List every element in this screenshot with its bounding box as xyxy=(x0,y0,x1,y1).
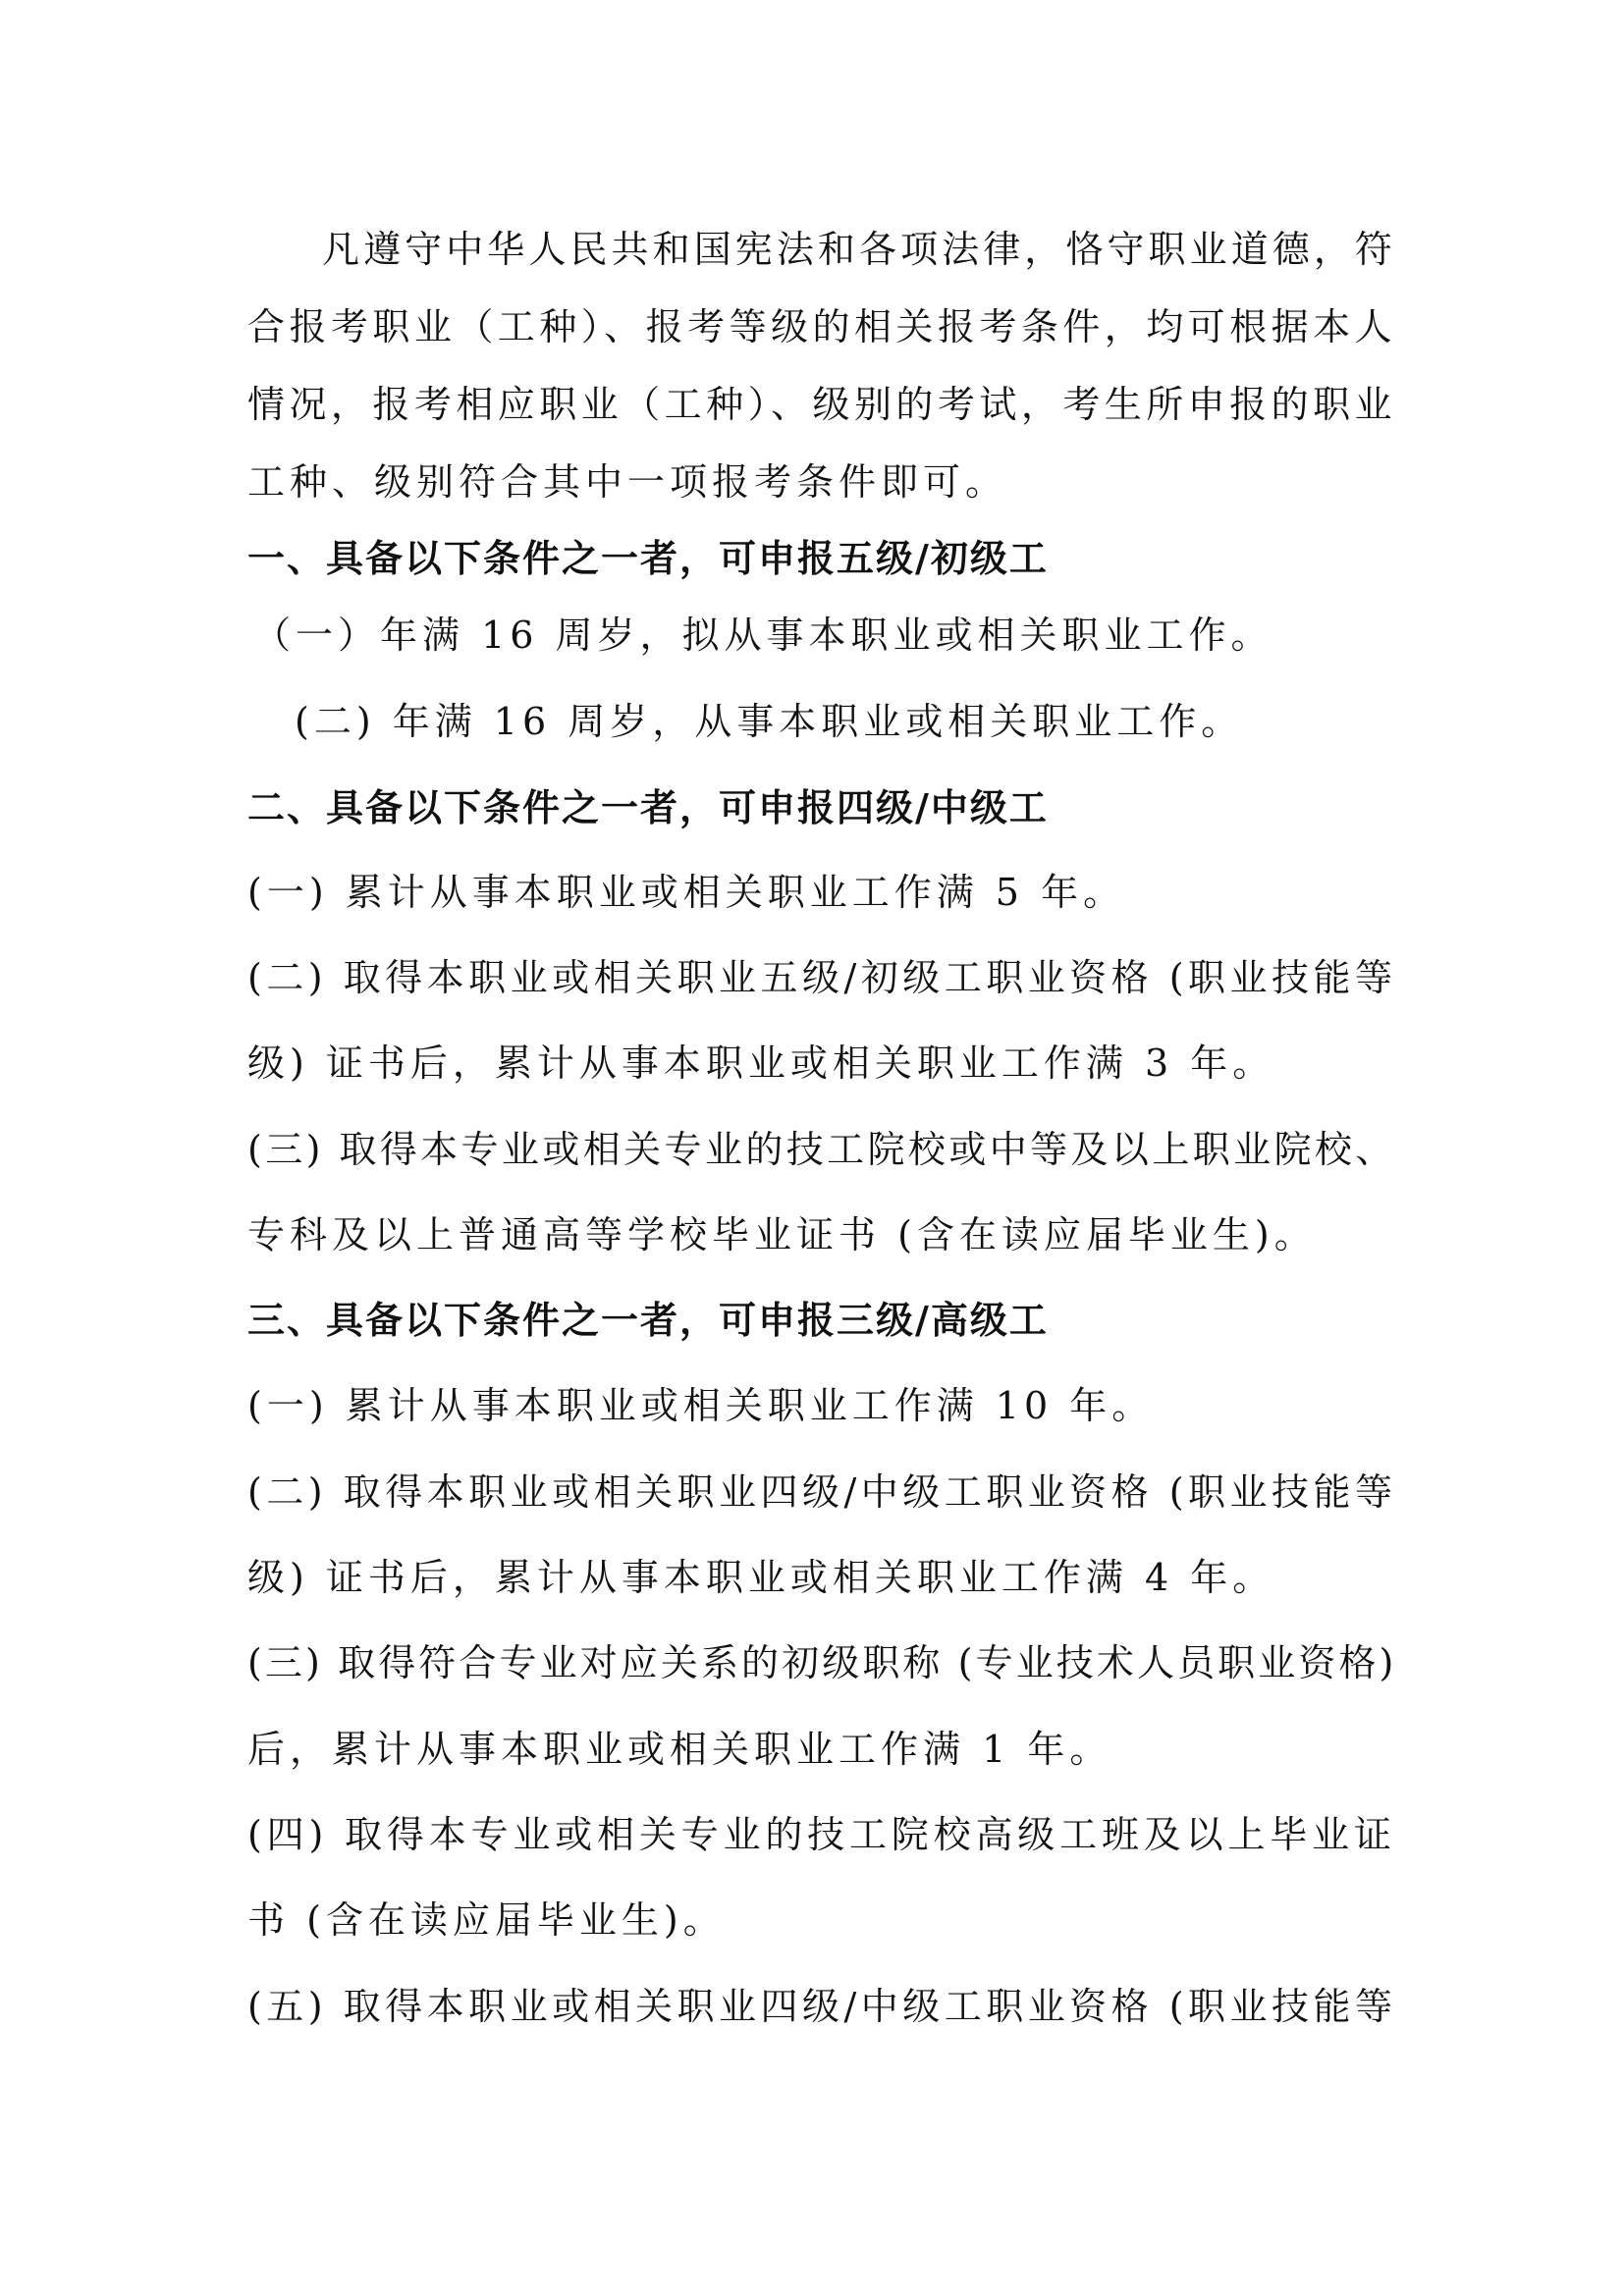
condition-item: 专科及以上普通高等学校毕业证书 (含在读应届毕业生)。 xyxy=(247,1213,1317,1256)
condition-item: (一) 累计从事本职业或相关职业工作满 5 年。 xyxy=(247,871,1126,914)
intro-line: 情况，报考相应职业（工种）、级别的考试，考生所申报的职业 xyxy=(247,383,1397,426)
condition-item: (三) 取得本专业或相关专业的技工院校或中等及以上职业院校、 xyxy=(247,1128,1396,1171)
condition-item: (二) 年满 16 周岁，从事本职业或相关职业工作。 xyxy=(295,700,1244,743)
intro-line: 合报考职业（工种）、报考等级的相关报考条件，均可根据本人 xyxy=(247,305,1397,348)
condition-item: (二) 取得本职业或相关职业四级/中级工职业资格 (职业技能等 xyxy=(247,1470,1397,1514)
condition-item: (五) 取得本职业或相关职业四级/中级工职业资格 (职业技能等 xyxy=(247,1985,1397,2028)
condition-item: (一) 累计从事本职业或相关职业工作满 10 年。 xyxy=(247,1384,1155,1427)
condition-item: 后，累计从事本职业或相关职业工作满 1 年。 xyxy=(247,1728,1112,1771)
condition-item: (二) 取得本职业或相关职业五级/初级工职业资格 (职业技能等 xyxy=(247,956,1397,999)
section-heading: 一、具备以下条件之一者，可申报五级/初级工 xyxy=(247,537,1049,580)
condition-item: 级) 证书后，累计从事本职业或相关职业工作满 3 年。 xyxy=(247,1041,1275,1085)
condition-item: (四) 取得本专业或相关专业的技工院校高级工班及以上毕业证 xyxy=(247,1813,1396,1856)
section-heading: 三、具备以下条件之一者，可申报三级/高级工 xyxy=(247,1299,1049,1342)
condition-item: (三) 取得符合专业对应关系的初级职称 (专业技术人员职业资格) xyxy=(247,1641,1397,1684)
condition-item: 级) 证书后，累计从事本职业或相关职业工作满 4 年。 xyxy=(247,1556,1275,1599)
section-heading: 二、具备以下条件之一者，可申报四级/中级工 xyxy=(247,786,1049,829)
intro-line: 工种、级别符合其中一项报考条件即可。 xyxy=(247,460,1008,504)
intro-line: 凡遵守中华人民共和国宪法和各项法律，恪守职业道德，符 xyxy=(322,228,1397,271)
condition-item: （一）年满 16 周岁，拟从事本职业或相关职业工作。 xyxy=(253,614,1273,657)
condition-item: 书 (含在读应届毕业生)。 xyxy=(247,1898,726,1942)
